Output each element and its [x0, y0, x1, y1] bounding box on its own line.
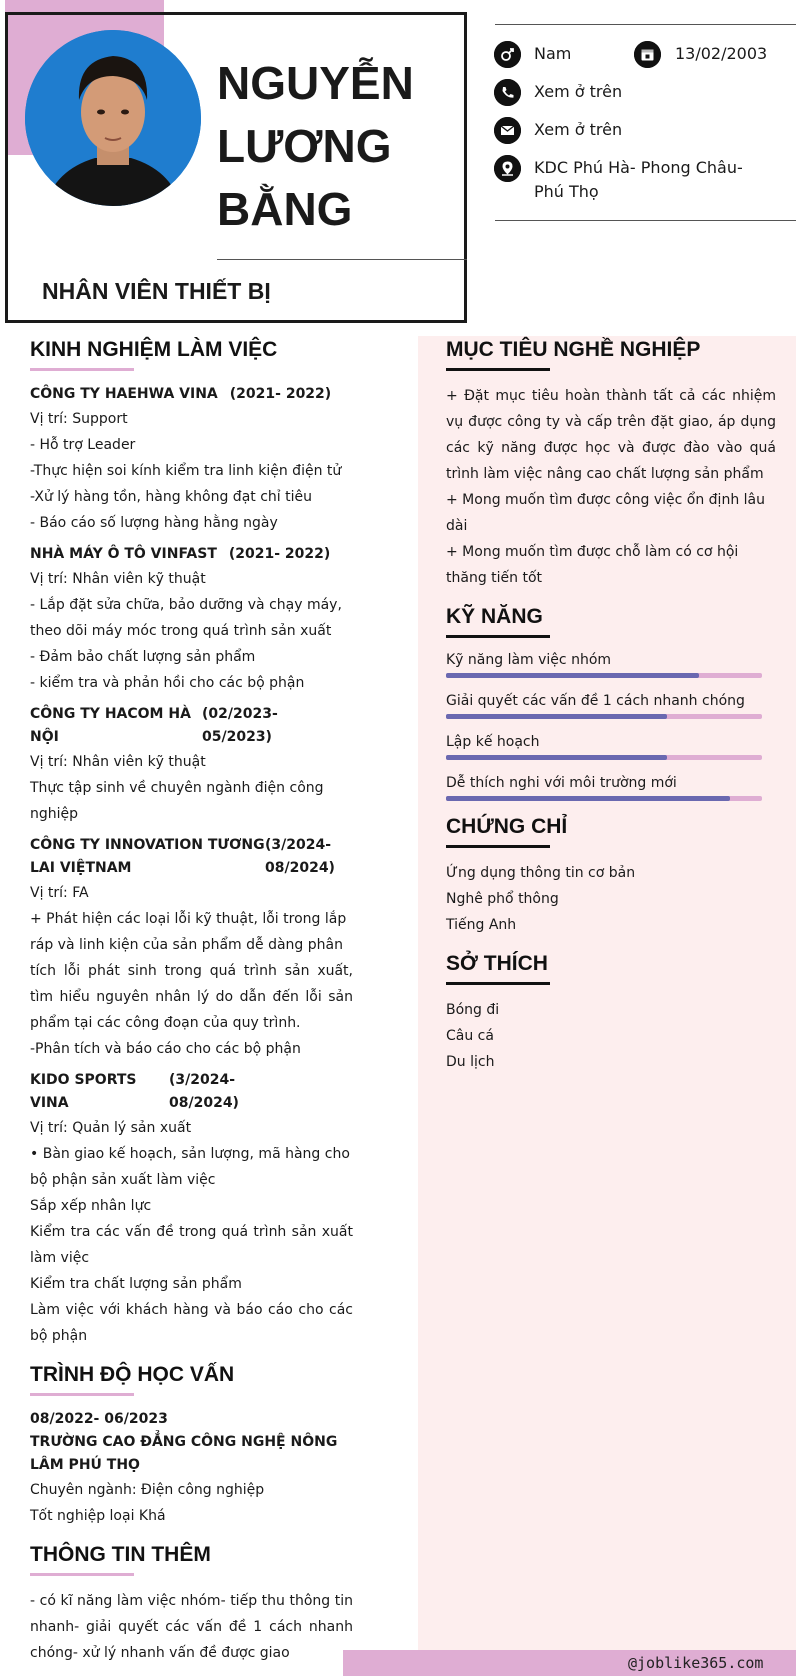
- right-column: [446, 338, 776, 1075]
- job-period: (3/2024- 08/2024): [265, 837, 335, 876]
- job-period: (2021- 2022): [228, 546, 331, 562]
- skill-bar-track: [446, 673, 762, 678]
- job-period: (2021- 2022): [229, 386, 332, 402]
- hobby-item: Du lịch: [446, 1054, 495, 1070]
- skill-bar-fill: [446, 755, 667, 760]
- certificates-title: CHỨNG CHỈ: [446, 815, 568, 838]
- skill-bar-track: [446, 714, 762, 719]
- experience-underline: [30, 368, 134, 371]
- job-line: Sắp xếp nhân lực: [30, 1198, 152, 1214]
- education-major: Chuyên ngành: Điện công nghiệp: [30, 1482, 265, 1498]
- certificate-item: Tiếng Anh: [446, 917, 517, 933]
- job-line: • Bàn giao kế hoạch, sản lượng, mã hàng cho: [30, 1146, 350, 1162]
- job-line: ráp và linh kiện của sản phẩm dễ dàng phân: [30, 937, 343, 953]
- gender-icon: [494, 41, 521, 68]
- objective-title: MỤC TIÊU NGHỀ NGHIỆP: [446, 338, 701, 361]
- job-header: [30, 1069, 353, 1115]
- email-value: Xem ở trên: [534, 120, 623, 139]
- calendar-icon: [634, 41, 661, 68]
- hobbies-underline: [446, 982, 550, 985]
- hobby-item: Bóng đi: [446, 1002, 500, 1018]
- job-company: CÔNG TY HAEHWA VINA: [30, 386, 218, 402]
- objective-item: + Mong muốn tìm được chỗ làm có cơ hội thăng tiến tốt: [446, 544, 739, 586]
- contact-divider-top: [495, 24, 796, 25]
- job-line: Vị trí: FA: [30, 885, 89, 901]
- email-icon: [494, 117, 521, 144]
- avatar: [25, 30, 201, 206]
- job-header: [30, 383, 353, 406]
- job-line: -Thực hiện soi kính kiểm tra linh kiện điện tử: [30, 463, 342, 479]
- job-line: - Hỗ trợ Leader: [30, 437, 136, 453]
- job-line: Kiểm tra chất lượng sản phẩm: [30, 1276, 242, 1292]
- address-value: KDC Phú Hà- Phong Châu- Phú Thọ: [534, 158, 743, 201]
- name-line-1: NGUYỄN: [217, 57, 414, 109]
- hobby-item: Câu cá: [446, 1028, 494, 1044]
- job-header: [30, 834, 353, 880]
- certificate-item: Ứng dụng thông tin cơ bản: [446, 865, 636, 881]
- skill-row: [446, 732, 776, 760]
- skill-row: [446, 691, 776, 719]
- job-line: bộ phận sản xuất làm việc: [30, 1172, 216, 1188]
- job-line: Kiểm tra các vấn đề trong quá trình sản xuất làm việc: [30, 1224, 353, 1266]
- education-period: 08/2022- 06/2023: [30, 1411, 168, 1427]
- extra-title: THÔNG TIN THÊM: [30, 1543, 211, 1566]
- extra-underline: [30, 1573, 134, 1576]
- job-line: -Phân tích và báo cáo cho các bộ phận: [30, 1041, 301, 1057]
- job-company: NHÀ MÁY Ô TÔ VINFAST: [30, 546, 217, 562]
- skills-underline: [446, 635, 550, 638]
- name-divider: [217, 259, 467, 260]
- location-icon: [494, 155, 521, 182]
- birthday-value: 13/02/2003: [675, 44, 768, 63]
- phone-value: Xem ở trên: [534, 82, 623, 101]
- skill-name: Lập kế hoạch: [446, 734, 540, 750]
- education-underline: [30, 1393, 134, 1396]
- footer-watermark: @joblike365.com: [628, 1654, 764, 1672]
- skill-bar-track: [446, 755, 762, 760]
- objective-item: + Đặt mục tiêu hoàn thành tất cả các nhiệm vụ được công ty và cấp trên đặt giao, áp dụng các kỹ năng được học và được đào vào quá trình làm việc nâng cao chất lượng sản phẩm: [446, 388, 776, 482]
- job-line: Làm việc với khách hàng và báo cáo cho các bộ phận: [30, 1302, 353, 1344]
- skill-name: Dễ thích nghi với môi trường mới: [446, 775, 677, 791]
- skill-bar-fill: [446, 673, 699, 678]
- job-line: theo dõi máy móc trong quá trình sản xuất: [30, 623, 332, 639]
- job-company: CÔNG TY HACOM HÀ NỘI: [30, 706, 191, 745]
- job-line: -Xử lý hàng tồn, hàng không đạt chỉ tiêu: [30, 489, 312, 505]
- hobbies-title: SỞ THÍCH: [446, 952, 548, 975]
- skill-bar-fill: [446, 714, 667, 719]
- job-line: - Báo cáo số lượng hàng hằng ngày: [30, 515, 278, 531]
- skill-row: [446, 650, 776, 678]
- name-line-3: BẰNG: [217, 183, 353, 235]
- education-school: TRƯỜNG CAO ĐẲNG CÔNG NGHỆ NÔNG LÂM PHÚ THỌ: [30, 1434, 338, 1473]
- job-line: - Đảm bảo chất lượng sản phẩm: [30, 649, 256, 665]
- job-line: + Phát hiện các loại lỗi kỹ thuật, lỗi trong lắp: [30, 911, 347, 927]
- education-grade: Tốt nghiệp loại Khá: [30, 1508, 166, 1524]
- gender-value: Nam: [534, 44, 572, 63]
- extra-text: - có kĩ năng làm việc nhóm- tiếp thu thông tin nhanh- giải quyết các vấn đề 1 cách nhanh chóng- xử lý nhanh vấn đề được giao: [30, 1593, 353, 1661]
- job-line: Vị trí: Nhân viên kỹ thuật: [30, 571, 206, 587]
- job-period: (3/2024- 08/2024): [169, 1072, 239, 1111]
- objective-underline: [446, 368, 550, 371]
- job-line: Vị trí: Support: [30, 411, 128, 427]
- job-line: Thực tập sinh về chuyên ngành điện công nghiệp: [30, 780, 324, 822]
- phone-icon: [494, 79, 521, 106]
- skill-bar-fill: [446, 796, 730, 801]
- avatar-portrait: [25, 30, 201, 206]
- job-line: Vị trí: Nhân viên kỹ thuật: [30, 754, 206, 770]
- job-header: [30, 703, 353, 749]
- left-column: [30, 338, 353, 1666]
- full-name: [217, 52, 457, 241]
- skill-row: [446, 773, 776, 801]
- name-line-2: LƯƠNG: [217, 120, 392, 172]
- skills-title: KỸ NĂNG: [446, 605, 543, 628]
- job-title: NHÂN VIÊN THIẾT BỊ: [42, 278, 271, 304]
- education-title: TRÌNH ĐỘ HỌC VẤN: [30, 1363, 235, 1386]
- job-period: (02/2023- 05/2023): [202, 706, 278, 745]
- experience-title: KINH NGHIỆM LÀM VIỆC: [30, 338, 278, 361]
- certificate-item: Nghê phổ thông: [446, 891, 559, 907]
- job-line: - Lắp đặt sửa chữa, bảo dưỡng và chạy máy,: [30, 597, 342, 613]
- job-line: tích lỗi phát sinh trong quá trình sản xuất, tìm hiểu nguyên nhân lý do dẫn đến lỗi sản phẩm tại các công đoạn của quy trình.: [30, 963, 353, 1031]
- objective-item: + Mong muốn tìm được công việc ổn định lâu dài: [446, 492, 765, 534]
- job-line: - kiểm tra và phản hồi cho các bộ phận: [30, 675, 305, 691]
- job-header: [30, 543, 353, 566]
- contact-divider-bottom: [495, 220, 796, 221]
- skill-name: Giải quyết các vấn đề 1 cách nhanh chóng: [446, 693, 745, 709]
- skill-name: Kỹ năng làm việc nhóm: [446, 652, 612, 668]
- skill-bar-track: [446, 796, 762, 801]
- certificates-underline: [446, 845, 550, 848]
- job-company: KIDO SPORTS VINA: [30, 1072, 137, 1111]
- job-company: CÔNG TY INNOVATION TƯƠNG LAI VIỆTNAM: [30, 837, 265, 876]
- job-line: Vị trí: Quản lý sản xuất: [30, 1120, 192, 1136]
